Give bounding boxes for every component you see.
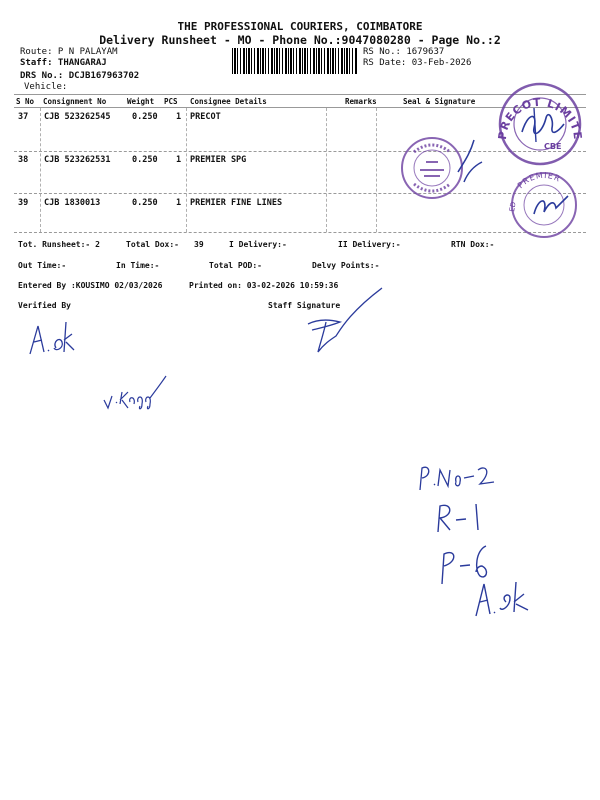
table-bottom-border xyxy=(14,232,586,233)
precot-stamp xyxy=(488,78,586,158)
row-consignee: PRECOT xyxy=(190,112,221,122)
svg-text:PREMIER xyxy=(516,171,562,190)
row-weight: 0.250 xyxy=(132,198,158,208)
row-pcs: 1 xyxy=(176,198,182,208)
verified-initials xyxy=(26,318,76,358)
col-consignment: Consignment No xyxy=(43,97,107,106)
barcode xyxy=(232,48,358,74)
row-weight: 0.250 xyxy=(132,155,158,165)
row-sno: 37 xyxy=(18,112,29,122)
row-consignee: PREMIER SPG xyxy=(190,155,247,165)
rtn-dox: RTN Dox:- xyxy=(451,240,495,249)
entered-by: Entered By :KOUSIMO 02/03/2026 xyxy=(18,281,163,290)
premier-stamp-text: PREMIER xyxy=(515,170,563,191)
verified-by: Verified By xyxy=(18,301,71,310)
total-dox-label: Total Dox:- xyxy=(126,240,179,249)
vehicle-label: Vehicle: xyxy=(24,82,68,92)
row-consignment: CJB 523262545 xyxy=(44,112,111,122)
total-dox-value: 39 xyxy=(194,240,204,249)
row-pcs: 1 xyxy=(176,155,182,165)
row-divider xyxy=(14,193,586,194)
column-divider xyxy=(40,108,41,232)
handwritten-signature xyxy=(102,372,168,414)
rs-number: RS No.: 1679637 xyxy=(363,47,445,57)
premier-stamp-code: ED xyxy=(508,201,518,213)
column-divider xyxy=(186,108,187,232)
row-consignment: CJB 1830013 xyxy=(44,198,101,208)
col-remarks: Remarks xyxy=(345,97,377,106)
col-seal-signature: Seal & Signature xyxy=(403,97,476,106)
row-sno: 39 xyxy=(18,198,29,208)
staff-label: Staff: THANGARAJ xyxy=(20,58,107,68)
delvy-points: Delvy Points:- xyxy=(312,261,380,270)
staff-signature-label: Staff Signature xyxy=(268,301,341,310)
column-divider xyxy=(326,108,327,232)
row-pcs: 1 xyxy=(176,112,182,122)
col-pcs: PCS xyxy=(164,97,178,106)
row-sno: 38 xyxy=(18,155,29,165)
precot-stamp-sub: CBE xyxy=(544,142,562,151)
i-delivery: I Delivery:- xyxy=(229,240,287,249)
ii-delivery: II Delivery:- xyxy=(338,240,401,249)
drs-number: DRS No.: DCJB167963702 xyxy=(20,71,140,81)
in-time: In Time:- xyxy=(116,261,160,270)
col-sno: S No xyxy=(16,97,35,106)
premier-stamp xyxy=(504,168,584,238)
row-consignment: CJB 523262531 xyxy=(44,155,111,165)
out-time: Out Time:- xyxy=(18,261,67,270)
runsheet-subtitle: Delivery Runsheet - MO - Phone No.:9047080280 - Page No.:2 xyxy=(99,33,501,47)
col-consignee: Consignee Details xyxy=(190,97,267,106)
rs-date: RS Date: 03-Feb-2026 xyxy=(363,58,472,68)
printed-on: Printed on: 03-02-2026 10:59:36 xyxy=(189,281,339,290)
row-weight: 0.250 xyxy=(132,112,158,122)
staff-signature-scribble xyxy=(300,282,390,358)
handwritten-note-ask xyxy=(472,578,532,618)
col-weight: Weight xyxy=(127,97,155,106)
company-title: THE PROFESSIONAL COURIERS, COIMBATORE xyxy=(177,20,423,33)
handwritten-note-r xyxy=(432,500,488,534)
row-consignee: PREMIER FINE LINES xyxy=(190,198,283,208)
total-pod: Total POD:- xyxy=(209,261,262,270)
precot-stamp-text: PRECOT LIMITED xyxy=(488,78,585,141)
handwritten-note-pno xyxy=(416,456,508,492)
tot-runsheet: Tot. Runsheet:- 2 xyxy=(18,240,100,249)
column-divider xyxy=(376,108,377,232)
seal-stamp xyxy=(398,132,498,204)
route-label: Route: P N PALAYAM xyxy=(20,47,118,57)
